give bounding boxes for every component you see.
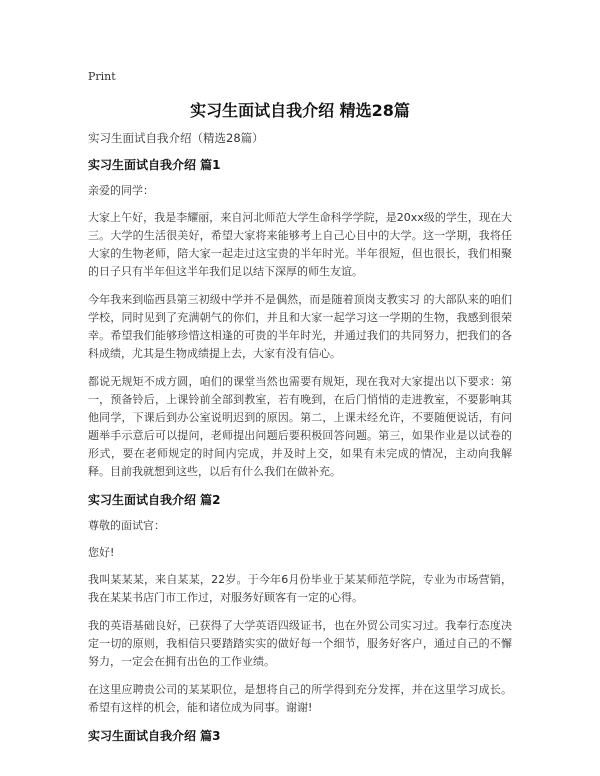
body-paragraph: 大家上午好，我是李耀丽，来自河北师范大学生命科学学院，是20xx级的学生，现在大三。大学的生活很美好，希望大家将来能够考上自己心目中的大学。这一学期，我将任大家的生物老师，陪大家一起走过这宝贵的半年时光。半年很短，但也很长，我们相聚的日子只有半年但这半年我们足以结下深厚的师生友谊。 [88,211,512,278]
section-heading: 实习生面试自我介绍 篇2 [88,493,221,507]
body-paragraph: 在这里应聘贵公司的某某职位，是想将自己的所学得到充分发挥，并在这里学习成长。希望有这样的机会，能和诸位成为同事。谢谢! [88,683,512,714]
greeting-paragraph: 尊敬的面试官： [88,519,165,532]
print-label: Print [88,70,116,83]
document-title: 实习生面试自我介绍 精选28篇 [190,101,410,120]
section-heading: 实习生面试自我介绍 篇1 [88,158,221,172]
body-paragraph: 都说无规矩不成方圆，咱们的课堂当然也需要有规矩，现在我对大家提出以下要求：第一，预备铃后，上课铃前全部到教室，若有晚到，在后门悄悄的走进教室，不要影响其他同学，下课后到办公室说明迟到的原因。第二，上课未经允许，不要随便说话，有问题举手示意后可以提问，老师提出问题后要积极回答问题。第三，如果作业是以试卷的形式，要在老师规定的时间内完成，并及时上交，如果有未完成的情况，主动向我解释。目前我就想到这些，以后有什么我们在做补充。 [88,375,512,478]
document-body [88,130,512,753]
document-subtitle: 实习生面试自我介绍（精选28篇） [88,131,264,145]
greeting-paragraph: 亲爱的同学： [88,184,154,197]
body-paragraph: 我的英语基础良好，已获得了大学英语四级证书，也在外贸公司实习过。我奉行态度决定一切的原则，我相信只要踏踏实实的做好每一个细节，服务好客户，通过自己的不懈努力，一定会在拥有出色的工作业绩。 [88,619,512,668]
section-1 [88,156,512,481]
greeting-paragraph: 您好! [88,546,115,559]
section-2 [88,491,512,717]
body-paragraph: 今年我来到临西县第三初级中学并不是偶然，而是随着顶岗支教实习 的大部队来的咱们学校，同时见到了充满朝气的你们，并且和大家一起学习这一学期的生物，我感到很荣幸。希望我们能够珍惜这相逢的可贵的半年时光，并通过我们的共同努力，把我们的各科成绩，尤其是生物成绩提上去，大家有没有信心。 [88,293,512,360]
section-heading: 实习生面试自我介绍 篇3 [88,729,221,743]
section-3 [88,727,512,744]
body-paragraph: 我叫某某某，来自某某，22岁。于今年6月份毕业于某某师范学院，专业为市场营销，我在某某书店门市工作过，对服务好顾客有一定的心得。 [88,573,512,604]
